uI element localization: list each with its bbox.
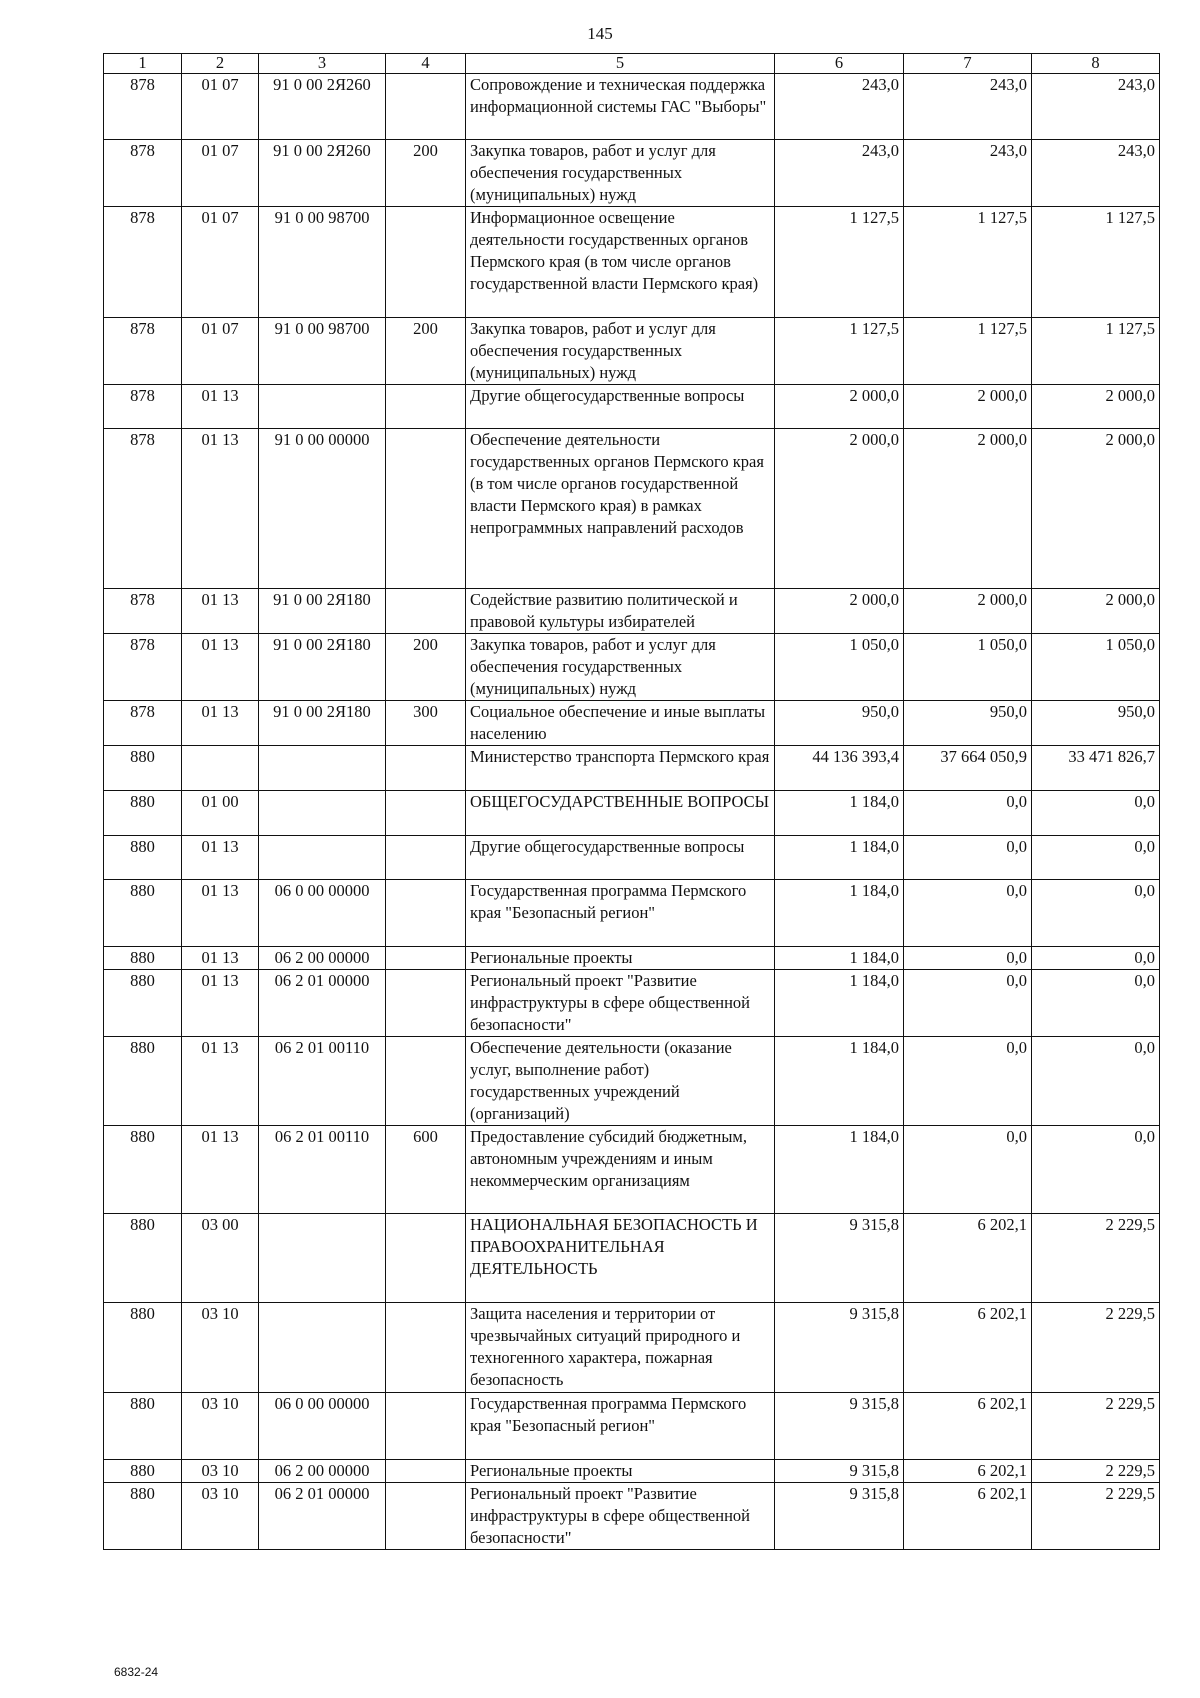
cell-expense-type	[386, 791, 466, 836]
cell-description: Региональный проект "Развитие инфраструктуры в сфере общественной безопасности"	[466, 1483, 775, 1550]
cell-amount-8: 1 050,0	[1032, 634, 1160, 701]
cell-target-article: 06 2 01 00110	[259, 1126, 386, 1214]
cell-amount-8: 2 229,5	[1032, 1214, 1160, 1303]
cell-target-article: 91 0 00 98700	[259, 207, 386, 318]
cell-amount-8: 0,0	[1032, 836, 1160, 880]
cell-expense-type	[386, 1214, 466, 1303]
cell-admin-code: 880	[104, 880, 182, 947]
cell-amount-7: 0,0	[904, 1126, 1032, 1214]
table-row	[104, 1460, 1160, 1483]
cell-description: Другие общегосударственные вопросы	[466, 836, 775, 880]
document-code: 6832-24	[114, 1665, 159, 1679]
cell-amount-8: 2 000,0	[1032, 589, 1160, 634]
table-row	[104, 791, 1160, 836]
cell-amount-7: 6 202,1	[904, 1303, 1032, 1393]
cell-section: 01 07	[182, 140, 259, 207]
cell-amount-8: 2 000,0	[1032, 385, 1160, 429]
cell-expense-type	[386, 1483, 466, 1550]
cell-section: 03 10	[182, 1303, 259, 1393]
cell-target-article: 06 0 00 00000	[259, 1393, 386, 1460]
cell-amount-8: 2 000,0	[1032, 429, 1160, 589]
cell-admin-code: 880	[104, 746, 182, 791]
table-row	[104, 385, 1160, 429]
cell-target-article	[259, 385, 386, 429]
cell-expense-type	[386, 746, 466, 791]
cell-target-article	[259, 1303, 386, 1393]
cell-amount-8: 0,0	[1032, 1037, 1160, 1126]
cell-admin-code: 880	[104, 1037, 182, 1126]
cell-description: Закупка товаров, работ и услуг для обеспечения государственных (муниципальных) нужд	[466, 634, 775, 701]
table-row	[104, 1303, 1160, 1393]
cell-section: 03 10	[182, 1460, 259, 1483]
cell-target-article: 91 0 00 2Я180	[259, 589, 386, 634]
cell-expense-type	[386, 207, 466, 318]
cell-target-article	[259, 1214, 386, 1303]
cell-target-article: 06 2 00 00000	[259, 1460, 386, 1483]
table-row	[104, 1483, 1160, 1550]
cell-expense-type	[386, 1460, 466, 1483]
column-header: 6	[775, 54, 904, 74]
cell-admin-code: 878	[104, 207, 182, 318]
cell-amount-6: 2 000,0	[775, 429, 904, 589]
table-row	[104, 74, 1160, 140]
cell-section: 01 13	[182, 589, 259, 634]
cell-admin-code: 880	[104, 1483, 182, 1550]
cell-expense-type	[386, 1303, 466, 1393]
cell-amount-6: 9 315,8	[775, 1303, 904, 1393]
cell-amount-8: 0,0	[1032, 791, 1160, 836]
column-header: 7	[904, 54, 1032, 74]
table-row	[104, 836, 1160, 880]
cell-description: Государственная программа Пермского края "Безопасный регион"	[466, 1393, 775, 1460]
table-row	[104, 701, 1160, 746]
cell-amount-7: 0,0	[904, 880, 1032, 947]
cell-amount-7: 0,0	[904, 970, 1032, 1037]
cell-section: 01 13	[182, 429, 259, 589]
table-row	[104, 589, 1160, 634]
cell-amount-8: 2 229,5	[1032, 1303, 1160, 1393]
cell-amount-7: 1 050,0	[904, 634, 1032, 701]
cell-amount-6: 2 000,0	[775, 385, 904, 429]
cell-description: Закупка товаров, работ и услуг для обеспечения государственных (муниципальных) нужд	[466, 318, 775, 385]
cell-expense-type	[386, 385, 466, 429]
cell-description: Содействие развитию политической и правовой культуры избирателей	[466, 589, 775, 634]
cell-amount-6: 44 136 393,4	[775, 746, 904, 791]
column-header: 8	[1032, 54, 1160, 74]
table-row	[104, 207, 1160, 318]
cell-amount-7: 2 000,0	[904, 385, 1032, 429]
cell-amount-6: 243,0	[775, 140, 904, 207]
table-row	[104, 880, 1160, 947]
page-number: 145	[587, 24, 613, 43]
cell-admin-code: 880	[104, 947, 182, 970]
cell-expense-type: 200	[386, 634, 466, 701]
cell-amount-6: 1 184,0	[775, 970, 904, 1037]
table-row	[104, 634, 1160, 701]
cell-amount-8: 0,0	[1032, 1126, 1160, 1214]
cell-expense-type	[386, 947, 466, 970]
cell-section: 01 00	[182, 791, 259, 836]
table-row	[104, 1037, 1160, 1126]
cell-section: 01 13	[182, 385, 259, 429]
cell-amount-8: 2 229,5	[1032, 1460, 1160, 1483]
cell-target-article: 06 2 01 00110	[259, 1037, 386, 1126]
cell-admin-code: 878	[104, 429, 182, 589]
cell-section: 01 13	[182, 701, 259, 746]
cell-target-article: 06 2 01 00000	[259, 1483, 386, 1550]
cell-expense-type	[386, 1037, 466, 1126]
cell-amount-7: 0,0	[904, 1037, 1032, 1126]
table-row	[104, 1214, 1160, 1303]
cell-amount-8: 2 229,5	[1032, 1393, 1160, 1460]
cell-amount-6: 950,0	[775, 701, 904, 746]
cell-amount-6: 1 184,0	[775, 947, 904, 970]
cell-description: Обеспечение деятельности (оказание услуг, выполнение работ) государственных учреждений (организаций)	[466, 1037, 775, 1126]
cell-target-article: 91 0 00 2Я180	[259, 701, 386, 746]
cell-amount-8: 243,0	[1032, 140, 1160, 207]
cell-admin-code: 878	[104, 385, 182, 429]
cell-target-article: 91 0 00 2Я180	[259, 634, 386, 701]
cell-amount-7: 950,0	[904, 701, 1032, 746]
cell-admin-code: 880	[104, 791, 182, 836]
cell-expense-type	[386, 880, 466, 947]
cell-section: 01 13	[182, 1126, 259, 1214]
cell-admin-code: 878	[104, 140, 182, 207]
cell-amount-7: 6 202,1	[904, 1483, 1032, 1550]
cell-amount-7: 6 202,1	[904, 1460, 1032, 1483]
cell-expense-type	[386, 836, 466, 880]
cell-amount-6: 2 000,0	[775, 589, 904, 634]
cell-description: Защита населения и территории от чрезвычайных ситуаций природного и техногенного характера, пожарная безопасность	[466, 1303, 775, 1393]
table-row	[104, 1393, 1160, 1460]
cell-target-article: 06 2 00 00000	[259, 947, 386, 970]
cell-admin-code: 880	[104, 1393, 182, 1460]
cell-description: Обеспечение деятельности государственных органов Пермского края (в том числе органов государственной власти Пермского края) в рамках непрограммных направлений расходов	[466, 429, 775, 589]
cell-section	[182, 746, 259, 791]
cell-admin-code: 880	[104, 836, 182, 880]
cell-target-article: 91 0 00 2Я260	[259, 74, 386, 140]
column-header: 5	[466, 54, 775, 74]
cell-amount-6: 1 050,0	[775, 634, 904, 701]
cell-admin-code: 878	[104, 634, 182, 701]
cell-amount-8: 1 127,5	[1032, 318, 1160, 385]
cell-description: Сопровождение и техническая поддержка информационной системы ГАС "Выборы"	[466, 74, 775, 140]
cell-target-article: 91 0 00 2Я260	[259, 140, 386, 207]
cell-expense-type	[386, 589, 466, 634]
cell-target-article	[259, 836, 386, 880]
cell-expense-type	[386, 1393, 466, 1460]
cell-admin-code: 878	[104, 74, 182, 140]
cell-section: 01 13	[182, 947, 259, 970]
cell-section: 03 10	[182, 1483, 259, 1550]
cell-amount-8: 243,0	[1032, 74, 1160, 140]
cell-amount-8: 0,0	[1032, 880, 1160, 947]
cell-amount-7: 0,0	[904, 791, 1032, 836]
cell-amount-6: 243,0	[775, 74, 904, 140]
cell-expense-type: 600	[386, 1126, 466, 1214]
cell-amount-7: 243,0	[904, 140, 1032, 207]
cell-section: 01 07	[182, 74, 259, 140]
cell-amount-6: 9 315,8	[775, 1460, 904, 1483]
cell-admin-code: 878	[104, 701, 182, 746]
cell-amount-8: 2 229,5	[1032, 1483, 1160, 1550]
cell-admin-code: 878	[104, 318, 182, 385]
table-header-row	[104, 54, 1160, 74]
cell-admin-code: 880	[104, 1214, 182, 1303]
cell-amount-8: 0,0	[1032, 970, 1160, 1037]
column-header: 3	[259, 54, 386, 74]
cell-amount-6: 1 184,0	[775, 880, 904, 947]
cell-section: 01 13	[182, 836, 259, 880]
cell-section: 01 07	[182, 318, 259, 385]
cell-admin-code: 880	[104, 1460, 182, 1483]
cell-section: 01 13	[182, 880, 259, 947]
cell-amount-6: 9 315,8	[775, 1393, 904, 1460]
cell-admin-code: 880	[104, 1126, 182, 1214]
cell-admin-code: 878	[104, 589, 182, 634]
cell-amount-6: 1 184,0	[775, 1126, 904, 1214]
cell-description: Государственная программа Пермского края "Безопасный регион"	[466, 880, 775, 947]
cell-description: НАЦИОНАЛЬНАЯ БЕЗОПАСНОСТЬ И ПРАВООХРАНИТЕЛЬНАЯ ДЕЯТЕЛЬНОСТЬ	[466, 1214, 775, 1303]
cell-target-article: 06 0 00 00000	[259, 880, 386, 947]
table-row	[104, 140, 1160, 207]
cell-target-article	[259, 746, 386, 791]
cell-expense-type: 300	[386, 701, 466, 746]
cell-target-article: 91 0 00 98700	[259, 318, 386, 385]
cell-amount-7: 0,0	[904, 947, 1032, 970]
cell-section: 01 13	[182, 1037, 259, 1126]
cell-expense-type: 200	[386, 318, 466, 385]
cell-amount-8: 1 127,5	[1032, 207, 1160, 318]
cell-section: 03 10	[182, 1393, 259, 1460]
table-row	[104, 429, 1160, 589]
table-row	[104, 947, 1160, 970]
cell-amount-7: 37 664 050,9	[904, 746, 1032, 791]
cell-description: Региональные проекты	[466, 1460, 775, 1483]
cell-expense-type	[386, 74, 466, 140]
cell-expense-type	[386, 970, 466, 1037]
table-row	[104, 318, 1160, 385]
cell-amount-7: 6 202,1	[904, 1214, 1032, 1303]
cell-amount-6: 9 315,8	[775, 1483, 904, 1550]
cell-description: Социальное обеспечение и иные выплаты населению	[466, 701, 775, 746]
cell-amount-7: 1 127,5	[904, 318, 1032, 385]
column-header: 4	[386, 54, 466, 74]
cell-description: Закупка товаров, работ и услуг для обеспечения государственных (муниципальных) нужд	[466, 140, 775, 207]
cell-amount-7: 2 000,0	[904, 429, 1032, 589]
cell-description: Региональный проект "Развитие инфраструктуры в сфере общественной безопасности"	[466, 970, 775, 1037]
cell-amount-6: 1 184,0	[775, 1037, 904, 1126]
cell-description: Региональные проекты	[466, 947, 775, 970]
table-row	[104, 1126, 1160, 1214]
cell-description: ОБЩЕГОСУДАРСТВЕННЫЕ ВОПРОСЫ	[466, 791, 775, 836]
cell-amount-8: 950,0	[1032, 701, 1160, 746]
cell-amount-7: 0,0	[904, 836, 1032, 880]
cell-amount-6: 1 127,5	[775, 318, 904, 385]
cell-amount-7: 243,0	[904, 74, 1032, 140]
cell-target-article: 91 0 00 00000	[259, 429, 386, 589]
cell-target-article: 06 2 01 00000	[259, 970, 386, 1037]
cell-description: Предоставление субсидий бюджетным, автономным учреждениям и иным некоммерческим организациям	[466, 1126, 775, 1214]
cell-description: Информационное освещение деятельности государственных органов Пермского края (в том числе органов государственной власти Пермского края)	[466, 207, 775, 318]
column-header: 2	[182, 54, 259, 74]
cell-amount-7: 6 202,1	[904, 1393, 1032, 1460]
cell-description: Другие общегосударственные вопросы	[466, 385, 775, 429]
budget-table	[103, 53, 1160, 1550]
cell-section: 01 07	[182, 207, 259, 318]
cell-expense-type	[386, 429, 466, 589]
table-row	[104, 970, 1160, 1037]
cell-amount-8: 33 471 826,7	[1032, 746, 1160, 791]
cell-target-article	[259, 791, 386, 836]
cell-admin-code: 880	[104, 970, 182, 1037]
cell-amount-7: 1 127,5	[904, 207, 1032, 318]
cell-section: 01 13	[182, 970, 259, 1037]
cell-amount-6: 1 127,5	[775, 207, 904, 318]
cell-section: 03 00	[182, 1214, 259, 1303]
cell-amount-7: 2 000,0	[904, 589, 1032, 634]
column-header: 1	[104, 54, 182, 74]
cell-admin-code: 880	[104, 1303, 182, 1393]
cell-expense-type: 200	[386, 140, 466, 207]
cell-section: 01 13	[182, 634, 259, 701]
table-row	[104, 746, 1160, 791]
cell-description: Министерство транспорта Пермского края	[466, 746, 775, 791]
cell-amount-6: 1 184,0	[775, 836, 904, 880]
cell-amount-6: 1 184,0	[775, 791, 904, 836]
cell-amount-6: 9 315,8	[775, 1214, 904, 1303]
cell-amount-8: 0,0	[1032, 947, 1160, 970]
